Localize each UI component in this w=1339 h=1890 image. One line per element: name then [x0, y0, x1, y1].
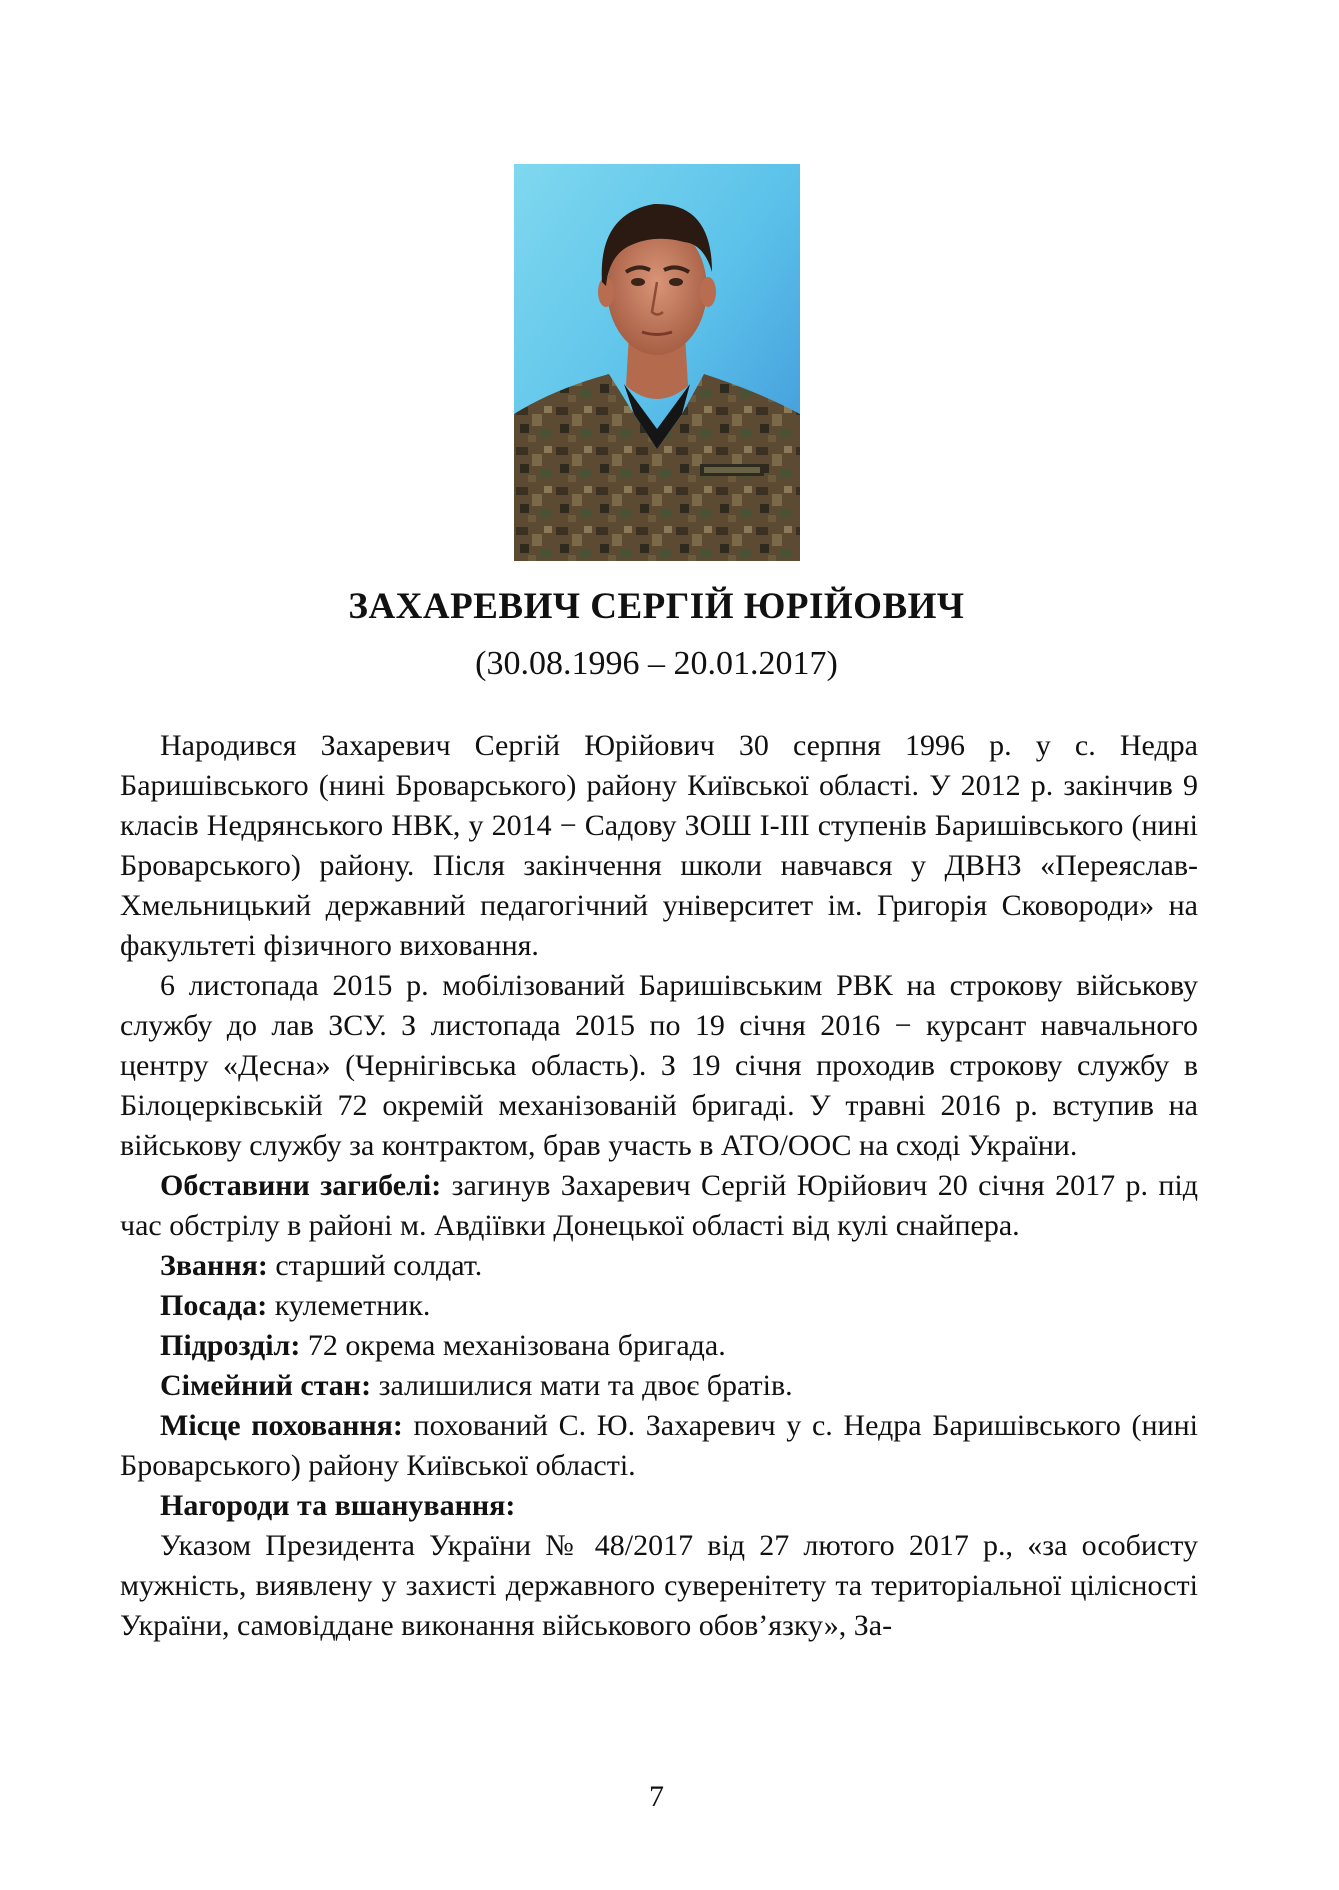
circumstances-value: загинув Захаревич Сергій Юрійович 20 січня 2017 р. під час обстрілу в районі м. Авдіївки Донецької області від кулі снайпера.	[120, 1169, 1198, 1242]
awards-paragraph: Указом Президента України № 48/2017 від 27 лютого 2017 р., «за особисту мужність, виявлену у захисті державного суверенітету та територіальної цілісності України, самовіддане виконання військового обов’язку», За-	[120, 1529, 1198, 1642]
page-number: 7	[649, 1780, 664, 1813]
burial-paragraph	[120, 1406, 1198, 1486]
bio-paragraph: Народився Захаревич Сергій Юрійович 30 серпня 1996 р. у с. Недра Баришівського (нині Броварського) району Київської області. У 2012 р. закінчив 9 класів Недрянського НВК, у 2014 − Садову ЗОШ І-ІІІ ступенів Баришівського (нині Броварського) району. Після закінчення школи навчався у ДВНЗ «Переяслав-Хмельницький державний педагогічний університет ім. Григорія Сковороди» на факультеті фізичного виховання.	[120, 729, 1198, 962]
circumstances-paragraph	[120, 1166, 1198, 1246]
awards-label: Нагороди та вшанування:	[160, 1489, 516, 1522]
biography-body	[120, 726, 1198, 1646]
person-name: ЗАХАРЕВИЧ СЕРГІЙ ЮРІЙОВИЧ	[348, 586, 965, 627]
unit-label: Підрозділ:	[160, 1329, 301, 1362]
circumstances-label: Обставини загибелі:	[160, 1169, 442, 1202]
family-value: залишилися мати та двоє братів.	[371, 1369, 793, 1402]
life-dates: (30.08.1996 – 20.01.2017)	[475, 645, 838, 682]
family-label: Сімейний стан:	[160, 1369, 372, 1402]
awards-heading	[120, 1486, 1198, 1526]
position-label: Посада:	[160, 1289, 268, 1322]
family-paragraph	[120, 1366, 1198, 1406]
position-value: кулеметник.	[267, 1289, 431, 1322]
burial-label: Місце поховання:	[160, 1409, 403, 1442]
rank-paragraph	[120, 1246, 1198, 1286]
portrait-photo	[514, 164, 800, 561]
position-paragraph	[120, 1286, 1198, 1326]
rank-label: Звання:	[160, 1249, 268, 1282]
unit-paragraph	[120, 1326, 1198, 1366]
rank-value: старший солдат.	[267, 1249, 483, 1282]
burial-value: похований С. Ю. Захаревич у с. Недра Баришівського (нині Броварського) району Київської області.	[120, 1409, 1198, 1482]
unit-value: 72 окрема механізована бригада.	[300, 1329, 726, 1362]
service-paragraph: 6 листопада 2015 р. мобілізований Баришівським РВК на строкову військову службу до лав ЗСУ. З листопада 2015 по 19 січня 2016 − курсант навчального центру «Десна» (Чернігівська область). З 19 січня проходив строкову службу в Білоцерківській 72 окремій механізованій бригаді. У травні 2016 р. вступив на військову службу за контрактом, брав участь в АТО/ООС на сході України.	[120, 969, 1198, 1162]
